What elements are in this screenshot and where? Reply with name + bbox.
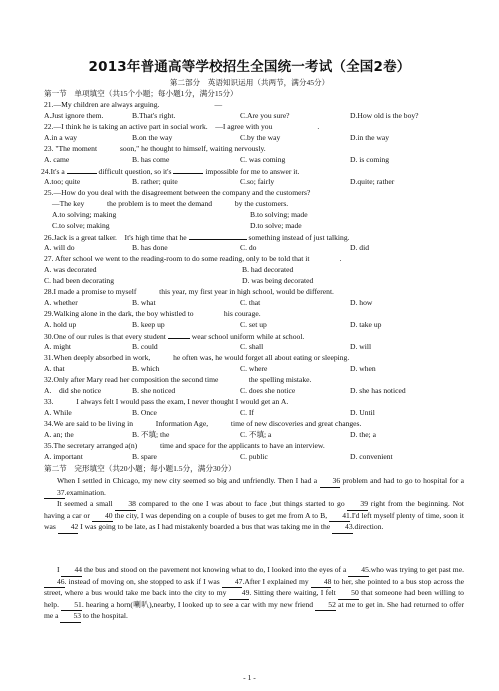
option-a[interactable]: A. that (44, 364, 65, 373)
options-31 (44, 364, 464, 374)
option-c[interactable]: C. do (240, 243, 257, 252)
answer-blank[interactable] (189, 232, 247, 240)
question-stem-end: something instead of just talking. (248, 233, 350, 242)
options-25-row2 (52, 221, 472, 231)
blank-51[interactable]: 51 (61, 600, 82, 612)
question-stem-end: wear school uniform while at school. (191, 332, 305, 341)
blank-52[interactable]: 52 (315, 600, 336, 612)
question-26 (44, 232, 464, 243)
answer-blank[interactable] (67, 166, 97, 174)
text: .I'd left myself plenty of time, soon it was (44, 510, 465, 532)
blank-40[interactable]: 40 (92, 511, 113, 523)
text: I was going to be late, as I had mistakenly boarded a bus that was taking me in the (80, 522, 331, 532)
option-a[interactable]: A. important (44, 452, 83, 461)
option-b[interactable]: B. what (132, 298, 156, 307)
text: that someone had been willing to help. (44, 588, 464, 609)
options-22 (44, 133, 464, 143)
option-b[interactable]: B. had decorated (242, 265, 294, 274)
question-25: 25.—How do you deal with the disagreement between the company and the customers? (44, 188, 311, 197)
page-number: - 1 - (243, 673, 256, 682)
option-c[interactable]: C. had been decorating (44, 276, 115, 285)
option-d[interactable]: D. Until (350, 408, 375, 417)
option-d[interactable]: D. did (350, 243, 369, 252)
question-stem: 30.One of our rules is that every student (44, 332, 166, 341)
option-a[interactable]: A. an; the (44, 430, 74, 439)
part-subtitle: 第二部分 英语知识运用（共两节，满分45分） (169, 78, 330, 87)
option-d[interactable]: D. she has noticed (350, 386, 406, 395)
question-stem: 26.Jack is a great talker. It's high time that he (44, 233, 187, 242)
option-a[interactable]: A. did she notice (44, 386, 102, 395)
cloze-paragraph-3 (44, 565, 464, 623)
option-c[interactable]: C.so; fairly (240, 177, 275, 186)
option-a[interactable]: A. While (44, 408, 72, 417)
question-21 (44, 100, 464, 110)
option-c[interactable]: C. where (240, 364, 268, 373)
option-c[interactable]: C. shall (240, 342, 264, 351)
option-b[interactable]: B. spare (132, 452, 157, 461)
option-c[interactable]: C. that (240, 298, 261, 307)
option-b[interactable]: B.on the way (132, 133, 173, 142)
option-b[interactable]: B.to solving; made (250, 210, 308, 219)
text: the bus and stood on the pavement not knowing what to do, I looked into the eyes of a (84, 565, 347, 574)
option-c[interactable]: C. does she notice (240, 386, 296, 395)
question-22 (44, 122, 464, 132)
option-a[interactable]: A. whether (44, 298, 78, 307)
question-32: 32.Only after Mary read her composition the second time the spelling mistake. (44, 375, 312, 384)
option-d[interactable]: D. will (350, 342, 372, 351)
option-c[interactable]: C. set up (240, 320, 267, 329)
options-26 (44, 243, 464, 253)
blank-43[interactable]: 43 (332, 522, 353, 534)
text: When I settled in Chicago, my new city seemed so big and unfriendly. Then I had a (57, 476, 318, 485)
question-28: 28.I made a promise to myself this year, my first year in high school, would be different. (44, 287, 334, 296)
blank-41[interactable]: 41 (329, 511, 350, 523)
page-title: 2013年普通高等学校招生全国统一考试（全国2卷） (88, 59, 411, 75)
option-a[interactable]: A. came (44, 155, 70, 164)
question-end: . (339, 254, 342, 263)
options-23 (44, 155, 464, 165)
question-stem: 27. After school we went to the reading-room to do some reading, only to be told that it (44, 254, 310, 263)
option-a[interactable]: A. was decorated (44, 265, 97, 274)
option-d[interactable]: D.in the way (350, 133, 390, 142)
text: problem and had to go to hospital for a (342, 476, 465, 485)
options-25-row1 (52, 210, 472, 220)
options-28 (44, 298, 464, 308)
option-a[interactable]: A.Just ignore them. (44, 111, 104, 120)
option-d[interactable]: D. when (350, 364, 376, 373)
option-d[interactable]: D.quite; rather (350, 177, 395, 186)
option-d[interactable]: D.to solve; made (250, 221, 302, 230)
text: . instead of moving on, she stopped to ask if I was (64, 576, 220, 586)
section1-header: 第一节 单项填空（共15个小题；每小题1分，满分15分） (44, 89, 238, 98)
options-27-row2 (44, 276, 464, 286)
option-d[interactable]: D. is coming (350, 155, 390, 164)
cloze-paragraph-2 (44, 499, 464, 534)
option-d[interactable]: D. was being decorated (242, 276, 314, 285)
option-b[interactable]: B.That's right. (132, 111, 176, 120)
option-b[interactable]: B. keep up (132, 320, 165, 329)
question-23: 23. "The moment soon," he thought to himself, waiting nervously. (44, 144, 266, 153)
option-b[interactable]: B. has come (132, 155, 170, 164)
question-24 (41, 166, 461, 177)
option-b[interactable]: B. has done (132, 243, 168, 252)
text: .After I explained my (242, 576, 309, 586)
option-c[interactable]: C. 不填; a (240, 430, 272, 439)
question-stem-end: impossible for me to answer it. (205, 167, 300, 176)
option-b[interactable]: B. rather; quite (132, 177, 178, 186)
text: compared to the one I was about to face ,but things started to go (138, 499, 345, 508)
reply-dash: — (214, 100, 223, 109)
text: at me to get in. She had returned to offer me a (44, 599, 465, 621)
question-34: 34.We are said to be living in Information Age, time of new discoveries and great changes. (44, 419, 362, 428)
blank-45[interactable]: 45 (348, 565, 369, 577)
blank-50[interactable]: 50 (338, 588, 359, 600)
option-a[interactable]: A. hold up (44, 320, 77, 329)
question-33: 33. I always felt I would pass the exam, I never thought I would get an A. (44, 397, 289, 406)
text: the city, I was depending on a couple of buses to get me from A to B, (114, 510, 328, 520)
option-b[interactable]: B. could (132, 342, 158, 351)
option-d[interactable]: D.How old is the boy? (350, 111, 419, 120)
answer-blank[interactable] (173, 166, 203, 174)
option-c[interactable]: C. was coming (240, 155, 286, 164)
question-29: 29.Walking alone in the dark, the boy whistled to his courage. (44, 309, 261, 318)
option-a[interactable]: A.to solving; making (52, 210, 117, 219)
blank-48[interactable]: 48 (311, 577, 332, 589)
option-c[interactable]: C.by the way (240, 133, 281, 142)
option-a[interactable]: A.too; quite (44, 177, 81, 186)
text: to her, she pointed to a bus stop across the street, where a bus would take me back into the city to my (44, 576, 465, 598)
option-c[interactable]: C.Are you sure? (240, 111, 290, 120)
answer-blank[interactable] (168, 331, 190, 339)
text: .who was trying to get past me. (368, 565, 464, 574)
text: right from the beginning. Not having a car or (44, 499, 464, 520)
blank-47[interactable]: 47 (222, 577, 243, 589)
text: .examination. (64, 487, 106, 497)
text: I (57, 565, 60, 574)
option-a[interactable]: A. will do (44, 243, 75, 252)
blank-53[interactable]: 53 (60, 611, 81, 623)
question-stem: 24.It's a (41, 167, 65, 176)
text: . Sitting there waiting, I felt (249, 588, 336, 598)
text: . hearing a horn(喇叭),nearby, I looked up to see a car with my new friend (81, 599, 314, 609)
blank-36[interactable]: 36 (320, 476, 341, 488)
option-d[interactable]: D. how (350, 298, 373, 307)
blank-42[interactable]: 42 (58, 522, 79, 534)
question-end: . (317, 122, 320, 131)
text: It seemed a small (57, 499, 113, 508)
option-b[interactable]: B. which (132, 364, 160, 373)
options-34 (44, 430, 464, 440)
question-stem: 22.—I think he is taking an active part in social work. —I agree with you (44, 122, 273, 131)
option-b[interactable]: B. Once (132, 408, 157, 417)
blank-46[interactable]: 46 (44, 577, 65, 589)
options-30 (44, 342, 464, 352)
question-27 (44, 254, 464, 264)
question-stem: 21.—My children are always arguing. (44, 100, 160, 109)
option-a[interactable]: A.in a way (44, 133, 78, 142)
option-d[interactable]: D. convenient (350, 452, 393, 461)
blank-37[interactable]: 37 (44, 488, 65, 500)
question-30 (44, 331, 464, 342)
blank-49[interactable]: 49 (229, 588, 250, 600)
option-d[interactable]: D. the; a (350, 430, 376, 439)
blank-39[interactable]: 39 (347, 499, 368, 511)
option-d[interactable]: D. take up (350, 320, 382, 329)
options-35 (44, 452, 464, 462)
option-c[interactable]: C. If (240, 408, 254, 417)
options-29 (44, 320, 464, 330)
option-c[interactable]: C. public (240, 452, 268, 461)
question-stem-continued: difficult question, so it's (98, 167, 172, 176)
option-b[interactable]: B. she noticed (132, 386, 176, 395)
question-35: 35.The secretary arranged a(n) time and space for the applicants to have an interview. (44, 441, 325, 450)
text: .direction. (352, 522, 384, 532)
blank-44[interactable]: 44 (61, 565, 82, 577)
text: to the hospital. (82, 611, 128, 621)
option-c[interactable]: C.to solve; making (52, 221, 110, 230)
section2-header: 第二节 完形填空（共20小题；每小题1.5分，满分30分） (44, 464, 236, 473)
options-21 (44, 111, 464, 121)
option-a[interactable]: A. might (44, 342, 72, 351)
option-b[interactable]: B. 不填; the (132, 430, 170, 439)
options-33 (44, 408, 464, 418)
options-27-row1 (44, 265, 464, 275)
options-24 (44, 177, 464, 187)
options-32 (44, 386, 464, 396)
blank-38[interactable]: 38 (115, 499, 136, 511)
question-31: 31.When deeply absorbed in work, he often was, he would forget all about eating or sleeping. (44, 353, 350, 362)
cloze-paragraph-1 (44, 476, 464, 499)
question-25-reply: —The key the problem is to meet the demand by the customers. (52, 199, 289, 208)
